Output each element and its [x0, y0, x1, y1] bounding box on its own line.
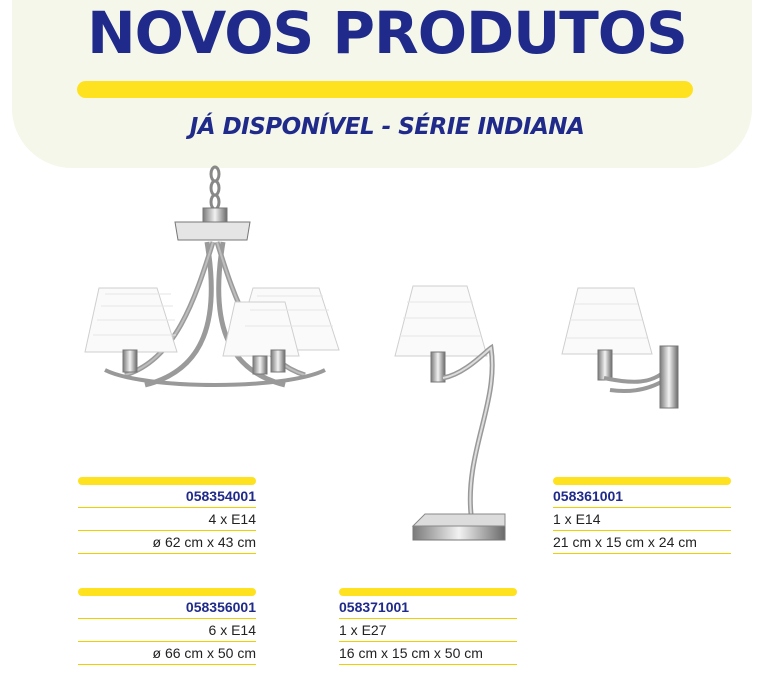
- product-bulbs: 1 x E14: [553, 508, 731, 531]
- product-code: 058361001: [553, 485, 731, 508]
- product-code: 058354001: [78, 485, 256, 508]
- yellow-bar: [78, 477, 256, 485]
- page-subtitle: JÁ DISPONÍVEL - SÉRIE INDIANA: [189, 114, 585, 140]
- product-bulbs: 1 x E27: [339, 619, 517, 642]
- product-info-058354001: [78, 477, 256, 554]
- product-info-058371001: [339, 588, 517, 665]
- product-code: 058371001: [339, 596, 517, 619]
- product-info-058361001: [553, 477, 731, 554]
- product-dimensions: 16 cm x 15 cm x 50 cm: [339, 642, 517, 665]
- page-title: NOVOS PRODUTOS: [87, 0, 687, 67]
- product-code: 058356001: [78, 596, 256, 619]
- product-bulbs: 4 x E14: [78, 508, 256, 531]
- product-bulbs: 6 x E14: [78, 619, 256, 642]
- product-dimensions: ø 66 cm x 50 cm: [78, 642, 256, 665]
- yellow-bar: [553, 477, 731, 485]
- product-dimensions: ø 62 cm x 43 cm: [78, 531, 256, 554]
- product-info-058356001: [78, 588, 256, 665]
- yellow-bar: [339, 588, 517, 596]
- yellow-bar: [78, 588, 256, 596]
- product-dimensions: 21 cm x 15 cm x 24 cm: [553, 531, 731, 554]
- title-underline-bar: [77, 81, 693, 98]
- chandelier-lamp-image: [85, 160, 355, 430]
- wall-lamp-image: [562, 286, 692, 416]
- table-lamp-image: [395, 282, 515, 552]
